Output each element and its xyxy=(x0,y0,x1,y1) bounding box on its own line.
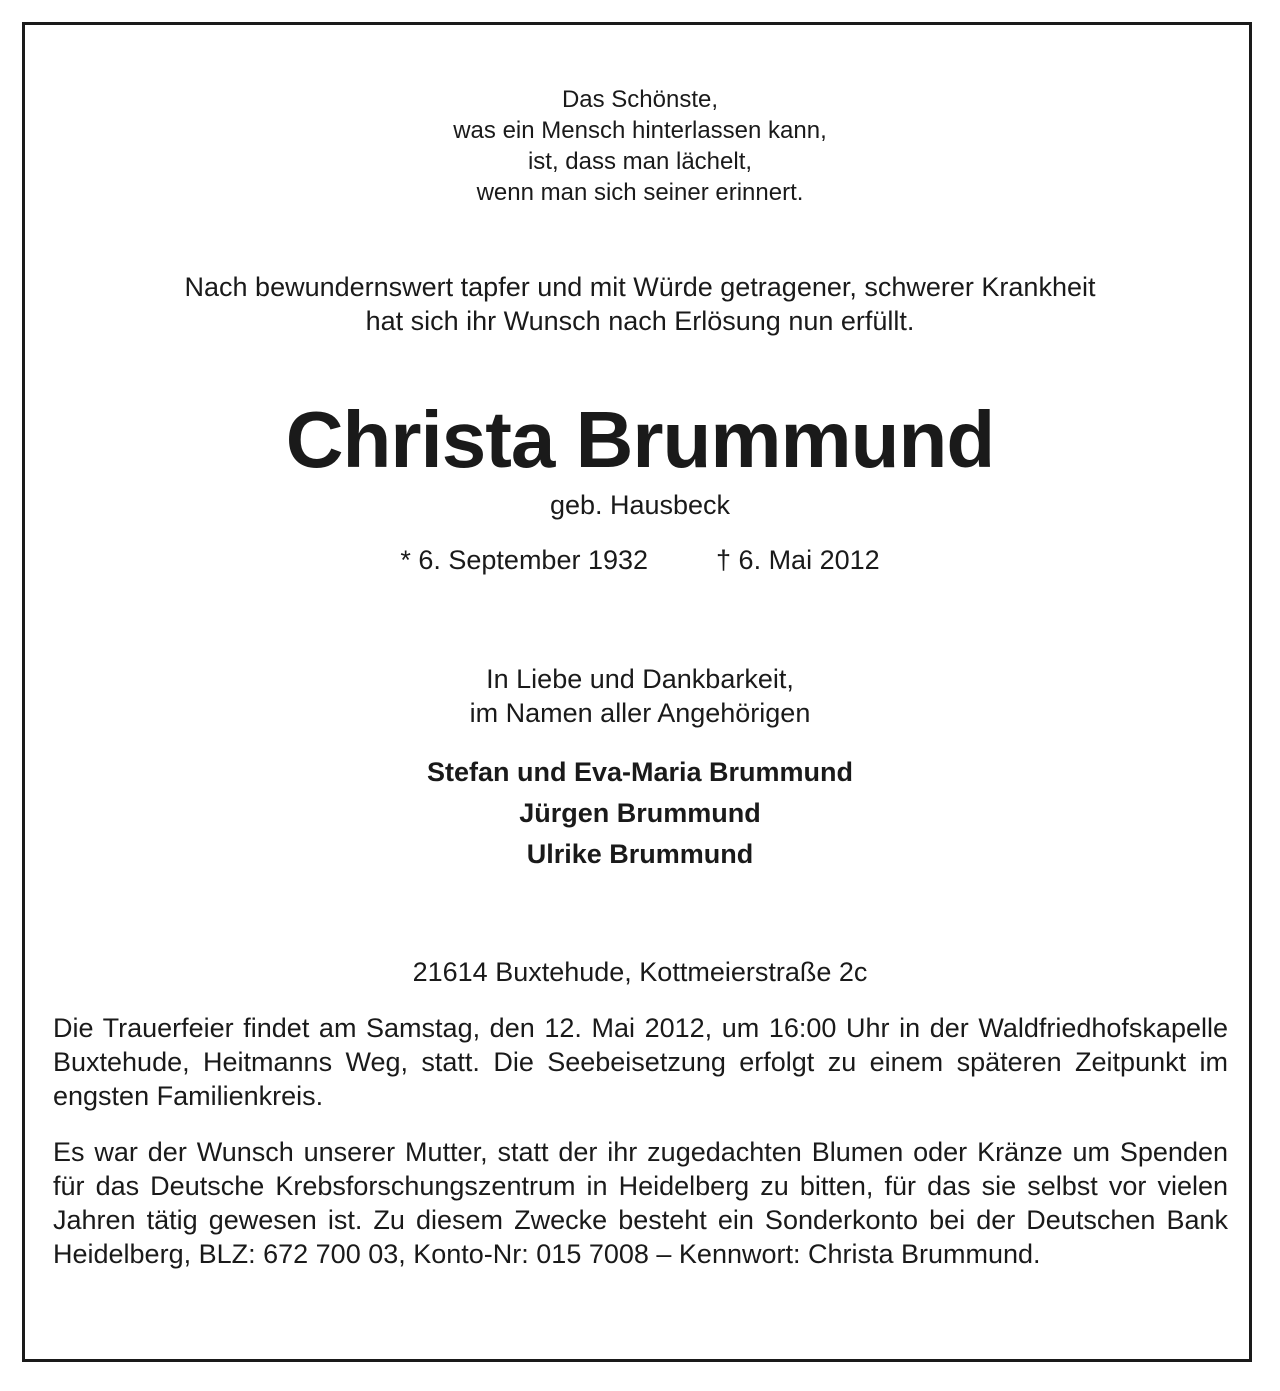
maiden-name: geb. Hausbeck xyxy=(549,490,731,520)
family-names xyxy=(0,752,1280,875)
intro-text xyxy=(0,270,1280,338)
thanks-text xyxy=(0,662,1280,730)
motto-line: wenn man sich seiner erinnert. xyxy=(476,179,804,206)
thanks-line: In Liebe und Dankbarkeit, xyxy=(486,664,794,694)
motto-line: was ein Mensch hinterlassen kann, xyxy=(453,117,827,144)
motto-line: ist, dass man lächelt, xyxy=(527,148,753,175)
birth-date: * 6. September 1932 xyxy=(400,545,649,575)
thanks-line: im Namen aller Angehörigen xyxy=(469,698,811,728)
family-member: Jürgen Brummund xyxy=(519,798,761,828)
donation-paragraph: Es war der Wunsch unserer Mutter, statt der ihr zugedachten Blumen oder Kränze um Spenden für das Deutsche Krebsforschungszentrum in Heidelberg zu bitten, für das sie selbst vor vielen Jahren tätig gewesen ist. Zu diesem Zwecke besteht ein Sonderkonto bei der Deutschen Bank Heidelberg, BLZ: 672 700 03, Konto-Nr: 015 7008 – Kennwort: Christa Brummund. xyxy=(53,1137,1228,1269)
death-date: † 6. Mai 2012 xyxy=(716,545,880,575)
family-member: Ulrike Brummund xyxy=(526,839,754,869)
family-member: Stefan und Eva-Maria Brummund xyxy=(426,757,854,787)
deceased-name: Christa Brummund xyxy=(285,395,995,484)
address: 21614 Buxtehude, Kottmeierstraße 2c xyxy=(412,957,868,987)
funeral-info-paragraph: Die Trauerfeier findet am Samstag, den 12. Mai 2012, um 16:00 Uhr in der Waldfriedhofskapelle Buxtehude, Heitmanns Weg, statt. Die Seebeisetzung erfolgt zu einem späteren Zeitpunkt im engsten Familienkreis. xyxy=(53,1013,1228,1111)
motto-verse xyxy=(0,84,1280,208)
life-dates xyxy=(0,543,1280,577)
intro-line: hat sich ihr Wunsch nach Erlösung nun erfüllt. xyxy=(365,306,915,336)
motto-line: Das Schönste, xyxy=(561,86,719,113)
intro-line: Nach bewundernswert tapfer und mit Würde getragener, schwerer Krankheit xyxy=(184,272,1096,302)
